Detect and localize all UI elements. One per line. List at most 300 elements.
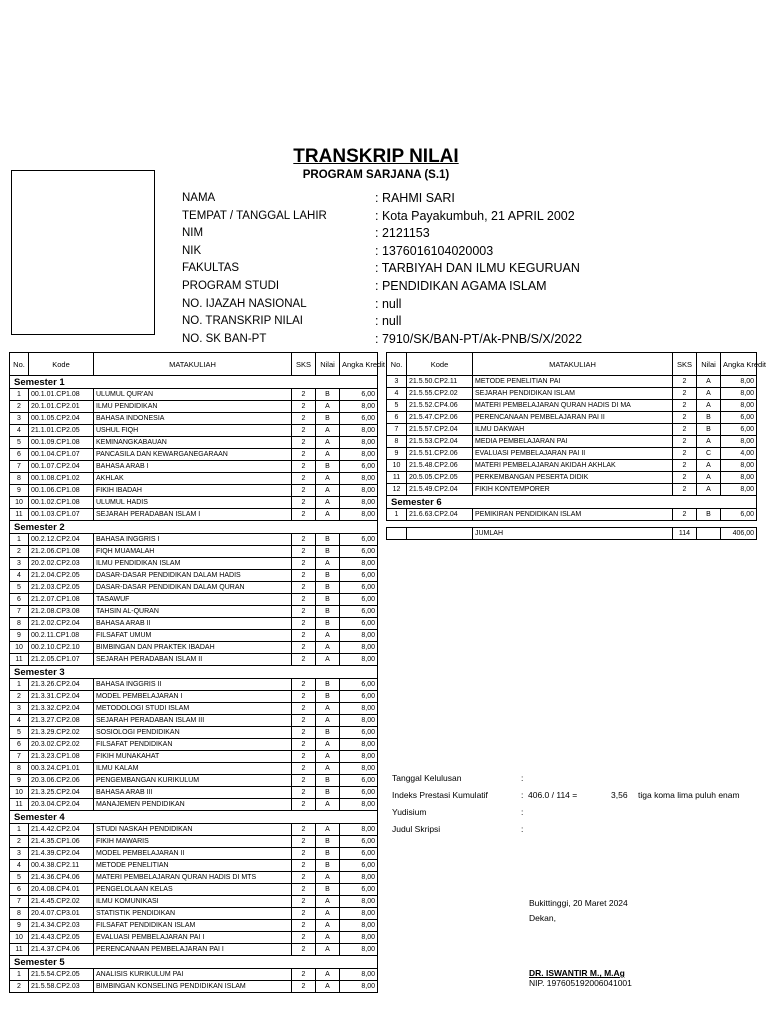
cell-angka-kredit: 8,00 (721, 436, 757, 448)
cell-no: 7 (387, 424, 407, 436)
cell-nilai: A (697, 376, 721, 388)
cell-sks: 2 (292, 654, 316, 666)
info-label: NO. SK BAN-PT (182, 332, 267, 345)
col-header-kode: Kode (407, 353, 473, 376)
cell-matakuliah: ILMU PENDIDIKAN (94, 401, 292, 413)
cell-matakuliah: DASAR-DASAR PENDIDIKAN DALAM QURAN (94, 582, 292, 594)
ipk-words: tiga koma lima puluh enam (638, 790, 740, 800)
cell-no: 9 (10, 630, 29, 642)
course-row (387, 412, 757, 424)
ipk-label: Indeks Prestasi Kumulatif (392, 790, 488, 800)
cell-angka-kredit: 6,00 (340, 582, 378, 594)
cell-no: 4 (10, 570, 29, 582)
cell-matakuliah: BIMBINGAN KONSELING PENDIDIKAN ISLAM (94, 981, 292, 993)
cell-sks: 2 (292, 691, 316, 703)
cell-kode: 21.5.57.CP2.04 (407, 424, 473, 436)
cell-sks: 2 (292, 546, 316, 558)
cell-angka-kredit: 8,00 (340, 969, 378, 981)
cell-kode: 20.2.02.CP2.03 (29, 558, 94, 570)
info-label: NAMA (182, 192, 216, 204)
semester-label: Semester 2 (10, 521, 378, 534)
cell-angka-kredit: 8,00 (340, 920, 378, 932)
cell-matakuliah: SEJARAH PENDIDIKAN ISLAM (473, 388, 673, 400)
cell-nilai: A (316, 763, 340, 775)
cell-no: 3 (10, 703, 29, 715)
cell-matakuliah: MATERI PEMBELAJARAN QURAN HADIS DI MTS (94, 872, 292, 884)
cell-kode: 21.5.52.CP4.06 (407, 400, 473, 412)
cell-kode: 21.5.55.CP2.02 (407, 388, 473, 400)
semester-row (10, 666, 378, 679)
course-row (10, 981, 378, 993)
course-row (10, 679, 378, 691)
left-grades-table (9, 352, 385, 993)
course-row (387, 460, 757, 472)
cell-kode: 21.4.39.CP2.04 (29, 848, 94, 860)
cell-nilai: A (316, 944, 340, 956)
info-value: : TARBIYAH DAN ILMU KEGURUAN (375, 261, 580, 276)
cell-angka-kredit: 6,00 (340, 775, 378, 787)
course-row (10, 449, 378, 461)
cell-sks: 2 (292, 425, 316, 437)
cell-sks: 2 (292, 485, 316, 497)
cell-kode: 21.3.25.CP2.04 (29, 787, 94, 799)
course-row (10, 509, 378, 521)
info-label: PROGRAM STUDI (182, 279, 280, 292)
cell-angka-kredit: 6,00 (721, 424, 757, 436)
course-row (10, 896, 378, 908)
cell-nilai: A (697, 400, 721, 412)
info-label: NIK (182, 244, 202, 257)
cell-kode: 21.3.23.CP1.08 (29, 751, 94, 763)
cell-nilai: A (316, 824, 340, 836)
cell-angka-kredit: 8,00 (340, 896, 378, 908)
cell-sks: 2 (292, 437, 316, 449)
cell-nilai: B (316, 594, 340, 606)
course-row (10, 944, 378, 956)
cell-sks: 2 (292, 727, 316, 739)
cell-angka-kredit: 8,00 (340, 932, 378, 944)
cell-angka-kredit: 8,00 (340, 799, 378, 811)
course-row (10, 594, 378, 606)
cell-matakuliah: BAHASA ARAB III (94, 787, 292, 799)
info-label: NIM (182, 227, 204, 240)
cell-sks: 2 (673, 424, 697, 436)
cell-no: 7 (10, 751, 29, 763)
cell-nilai: B (316, 582, 340, 594)
signature-role: Dekan, (529, 913, 556, 923)
cell-sks: 2 (292, 449, 316, 461)
cell-angka-kredit: 8,00 (340, 944, 378, 956)
cell-sks: 2 (292, 775, 316, 787)
cell-matakuliah: METODOLOGI STUDI ISLAM (94, 703, 292, 715)
cell-no: 10 (387, 460, 407, 472)
semester-label: Semester 1 (10, 376, 378, 389)
cell-nilai: A (316, 485, 340, 497)
cell-angka-kredit: 6,00 (340, 594, 378, 606)
course-row (10, 618, 378, 630)
cell-sks: 2 (292, 618, 316, 630)
cell-nilai: B (697, 424, 721, 436)
cell-angka-kredit: 8,00 (340, 872, 378, 884)
course-row (10, 836, 378, 848)
col-header-kode: Kode (29, 353, 94, 376)
course-row (10, 969, 378, 981)
tanggal-kelulusan-label: Tanggal Kelulusan (392, 773, 462, 783)
cell-kode: 21.1.01.CP2.05 (29, 425, 94, 437)
cell-no: 11 (10, 654, 29, 666)
cell-matakuliah: PEMIKIRAN PENDIDIKAN ISLAM (473, 509, 673, 521)
semester-label: Semester 5 (10, 956, 378, 969)
cell-nilai: B (316, 787, 340, 799)
cell-angka-kredit: 6,00 (340, 691, 378, 703)
cell-sks: 2 (292, 642, 316, 654)
cell-sks: 2 (292, 389, 316, 401)
cell-matakuliah: ULUMUL QUR'AN (94, 389, 292, 401)
cell-angka-kredit: 8,00 (340, 642, 378, 654)
cell-angka-kredit: 6,00 (721, 412, 757, 424)
course-row (10, 401, 378, 413)
spacer-row (387, 521, 757, 528)
cell-kode: 21.4.35.CP1.06 (29, 836, 94, 848)
info-value: : Kota Payakumbuh, 21 APRIL 2002 (375, 208, 575, 223)
cell-sks: 2 (292, 497, 316, 509)
course-row (10, 473, 378, 485)
course-row (10, 570, 378, 582)
cell-sks: 2 (292, 606, 316, 618)
cell-sks: 2 (292, 824, 316, 836)
info-label: NO. TRANSKRIP NILAI (182, 315, 303, 328)
colon: : (521, 790, 524, 800)
cell-sks: 2 (292, 594, 316, 606)
cell-sks: 2 (673, 460, 697, 472)
cell-kode: 21.3.31.CP2.04 (29, 691, 94, 703)
cell-sks: 2 (292, 884, 316, 896)
cell-sks: 2 (292, 679, 316, 691)
colon: : (521, 824, 524, 834)
cell-angka-kredit: 6,00 (340, 787, 378, 799)
cell-nilai: A (316, 908, 340, 920)
cell-sks: 2 (673, 472, 697, 484)
cell-nilai: B (316, 884, 340, 896)
cell-sks: 2 (292, 799, 316, 811)
cell-nilai: A (697, 436, 721, 448)
course-row (10, 884, 378, 896)
cell-matakuliah: FIKIH IBADAH (94, 485, 292, 497)
cell-matakuliah: METODE PENELITIAN PAI (473, 376, 673, 388)
col-header-sks: SKS (292, 353, 316, 376)
signature-name: DR. ISWANTIR M., M.Ag (529, 968, 625, 978)
cell-matakuliah: MANAJEMEN PENDIDIKAN (94, 799, 292, 811)
cell-sks: 2 (292, 787, 316, 799)
cell-no: 4 (10, 715, 29, 727)
cell-angka-kredit: 6,00 (721, 509, 757, 521)
cell-kode: 21.2.02.CP2.04 (29, 618, 94, 630)
cell-nilai: A (316, 920, 340, 932)
cell-kode: 21.2.06.CP1.08 (29, 546, 94, 558)
semester-row (10, 521, 378, 534)
cell-kode: 21.2.04.CP2.05 (29, 570, 94, 582)
cell-nilai: B (316, 389, 340, 401)
cell-kode: 20.3.02.CP2.02 (29, 739, 94, 751)
cell-angka-kredit: 8,00 (340, 981, 378, 993)
col-header-nilai: Nilai (697, 353, 721, 376)
cell-no: 1 (10, 534, 29, 546)
ipk-calculation: 406.0 / 114 = (528, 790, 578, 800)
cell-nilai: A (316, 751, 340, 763)
cell-angka-kredit: 6,00 (340, 618, 378, 630)
cell-matakuliah: KEMINANGKABAUAN (94, 437, 292, 449)
cell-nilai: A (316, 896, 340, 908)
cell-angka-kredit: 6,00 (340, 727, 378, 739)
semester-row (10, 376, 378, 389)
cell-no: 3 (10, 848, 29, 860)
cell-sks: 2 (292, 836, 316, 848)
cell-nilai: B (697, 509, 721, 521)
course-row (10, 727, 378, 739)
cell-sks: 2 (673, 484, 697, 496)
cell-matakuliah: MATERI PEMBELAJARAN QURAN HADIS DI MA (473, 400, 673, 412)
cell-angka-kredit: 6,00 (340, 546, 378, 558)
cell-sks: 2 (673, 436, 697, 448)
cell-kode: 21.5.50.CP2.11 (407, 376, 473, 388)
course-row (10, 775, 378, 787)
cell-no: 5 (10, 582, 29, 594)
cell-matakuliah: MEDIA PEMBELAJARAN PAI (473, 436, 673, 448)
cell-matakuliah: SEJARAH PERADABAN ISLAM I (94, 509, 292, 521)
cell-sks: 2 (292, 703, 316, 715)
cell-matakuliah: ILMU DAKWAH (473, 424, 673, 436)
cell-angka-kredit: 6,00 (340, 534, 378, 546)
total-angka-kredit: 406,00 (721, 528, 757, 540)
cell-kode: 00.3.24.CP1.01 (29, 763, 94, 775)
course-row (10, 413, 378, 425)
signature-nip: NIP. 197605192006041001 (529, 978, 632, 988)
cell-angka-kredit: 8,00 (721, 376, 757, 388)
cell-nilai: A (316, 497, 340, 509)
cell-matakuliah: PERKEMBANGAN PESERTA DIDIK (473, 472, 673, 484)
cell-angka-kredit: 8,00 (721, 388, 757, 400)
cell-no: 6 (10, 449, 29, 461)
cell-sks: 2 (292, 473, 316, 485)
course-row (10, 642, 378, 654)
total-nilai (697, 528, 721, 540)
cell-kode: 21.4.36.CP4.06 (29, 872, 94, 884)
cell-sks: 2 (292, 872, 316, 884)
cell-nilai: B (316, 848, 340, 860)
cell-kode: 21.3.26.CP2.04 (29, 679, 94, 691)
cell-no: 5 (10, 727, 29, 739)
cell-angka-kredit: 8,00 (340, 449, 378, 461)
col-header-angka-kredit: Angka Kredit (721, 353, 757, 376)
cell-angka-kredit: 8,00 (340, 763, 378, 775)
cell-matakuliah: TASAWUF (94, 594, 292, 606)
cell-nilai: A (697, 484, 721, 496)
course-row (10, 848, 378, 860)
course-row (387, 484, 757, 496)
cell-kode: 21.4.43.CP2.05 (29, 932, 94, 944)
cell-kode: 21.5.48.CP2.06 (407, 460, 473, 472)
cell-nilai: A (697, 388, 721, 400)
info-value: : null (375, 314, 402, 329)
cell-angka-kredit: 8,00 (340, 437, 378, 449)
cell-kode: 21.5.47.CP2.06 (407, 412, 473, 424)
cell-nilai: B (316, 860, 340, 872)
course-row (10, 751, 378, 763)
cell-kode: 21.4.37.CP4.06 (29, 944, 94, 956)
cell-no: 4 (10, 425, 29, 437)
cell-kode: 21.3.27.CP2.08 (29, 715, 94, 727)
cell-no (387, 528, 407, 540)
cell-no: 11 (10, 944, 29, 956)
cell-kode: 20.1.01.CP2.01 (29, 401, 94, 413)
cell-no: 3 (10, 413, 29, 425)
course-row (10, 606, 378, 618)
cell-sks: 2 (292, 763, 316, 775)
cell-sks: 2 (673, 509, 697, 521)
total-sks: 114 (673, 528, 697, 540)
cell-angka-kredit: 4,00 (721, 448, 757, 460)
cell-matakuliah: BIMBINGAN DAN PRAKTEK IBADAH (94, 642, 292, 654)
cell-nilai: A (316, 425, 340, 437)
cell-kode: 00.1.05.CP2.04 (29, 413, 94, 425)
cell-kode: 21.4.45.CP2.02 (29, 896, 94, 908)
cell-kode: 00.1.09.CP1.08 (29, 437, 94, 449)
cell-angka-kredit: 8,00 (340, 739, 378, 751)
cell-no: 12 (387, 484, 407, 496)
col-header-no: No. (10, 353, 29, 376)
spacer-cell (387, 521, 757, 528)
course-row (10, 715, 378, 727)
cell-no: 2 (10, 836, 29, 848)
col-header-matakuliah: MATAKULIAH (473, 353, 673, 376)
cell-sks: 2 (292, 848, 316, 860)
cell-nilai: C (697, 448, 721, 460)
cell-no: 8 (10, 618, 29, 630)
cell-angka-kredit: 6,00 (340, 884, 378, 896)
cell-angka-kredit: 8,00 (340, 509, 378, 521)
cell-sks: 2 (292, 534, 316, 546)
course-row (10, 437, 378, 449)
course-row (10, 860, 378, 872)
cell-angka-kredit: 6,00 (340, 606, 378, 618)
course-row (10, 799, 378, 811)
colon: : (521, 807, 524, 817)
cell-nilai: B (316, 691, 340, 703)
course-row (387, 448, 757, 460)
cell-matakuliah: ILMU KOMUNIKASI (94, 896, 292, 908)
cell-kode: 00.4.38.CP2.11 (29, 860, 94, 872)
cell-nilai: B (316, 836, 340, 848)
cell-nilai: B (316, 727, 340, 739)
course-row (10, 920, 378, 932)
cell-no: 1 (10, 679, 29, 691)
cell-sks: 2 (673, 412, 697, 424)
cell-nilai: A (316, 654, 340, 666)
cell-angka-kredit: 8,00 (340, 824, 378, 836)
cell-matakuliah: TAHSIN AL-QURAN (94, 606, 292, 618)
cell-kode: 20.3.04.CP2.04 (29, 799, 94, 811)
cell-no: 6 (10, 884, 29, 896)
col-header-matakuliah: MATAKULIAH (94, 353, 292, 376)
cell-matakuliah: METODE PENELITIAN (94, 860, 292, 872)
cell-sks: 2 (292, 739, 316, 751)
cell-sks: 2 (673, 448, 697, 460)
cell-no: 6 (10, 739, 29, 751)
cell-angka-kredit: 8,00 (340, 908, 378, 920)
cell-angka-kredit: 8,00 (340, 703, 378, 715)
cell-sks: 2 (673, 388, 697, 400)
cell-nilai: A (316, 473, 340, 485)
course-row (10, 582, 378, 594)
cell-matakuliah: PERENCANAAN PEMBELAJARAN PAI I (94, 944, 292, 956)
cell-matakuliah: MATERI PEMBELAJARAN AKIDAH AKHLAK (473, 460, 673, 472)
cell-no: 9 (10, 485, 29, 497)
cell-matakuliah: DASAR-DASAR PENDIDIKAN DALAM HADIS (94, 570, 292, 582)
cell-kode: 21.5.51.CP2.06 (407, 448, 473, 460)
cell-nilai: A (316, 872, 340, 884)
cell-no: 2 (10, 691, 29, 703)
cell-nilai: A (697, 472, 721, 484)
cell-kode: 00.1.07.CP2.04 (29, 461, 94, 473)
cell-no: 10 (10, 497, 29, 509)
info-value: : 1376016104020003 (375, 243, 494, 258)
cell-kode: 20.5.05.CP2.05 (407, 472, 473, 484)
cell-no: 11 (10, 799, 29, 811)
course-row (10, 703, 378, 715)
cell-no: 8 (10, 908, 29, 920)
course-row (10, 558, 378, 570)
cell-angka-kredit: 8,00 (340, 715, 378, 727)
cell-nilai: A (316, 401, 340, 413)
col-header-sks: SKS (673, 353, 697, 376)
cell-no: 9 (10, 775, 29, 787)
cell-sks: 2 (292, 896, 316, 908)
cell-kode: 00.1.01.CP1.08 (29, 389, 94, 401)
cell-kode: 21.2.05.CP1.07 (29, 654, 94, 666)
cell-matakuliah: ILMU PENDIDIKAN ISLAM (94, 558, 292, 570)
cell-no: 5 (10, 437, 29, 449)
cell-sks: 2 (292, 558, 316, 570)
cell-angka-kredit: 8,00 (340, 401, 378, 413)
course-row (10, 534, 378, 546)
cell-matakuliah: FIQH MUAMALAH (94, 546, 292, 558)
cell-matakuliah: SEJARAH PERADABAN ISLAM II (94, 654, 292, 666)
cell-matakuliah: BAHASA INGGRIS II (94, 679, 292, 691)
col-header-nilai: Nilai (316, 353, 340, 376)
course-row (10, 497, 378, 509)
cell-angka-kredit: 6,00 (340, 413, 378, 425)
transcript-title: TRANSKRIP NILAI (293, 146, 459, 167)
cell-angka-kredit: 8,00 (721, 472, 757, 484)
col-header-no: No. (387, 353, 407, 376)
cell-matakuliah: EVALUASI PEMBELAJARAN PAI II (473, 448, 673, 460)
semester-label: Semester 6 (387, 496, 757, 509)
cell-kode: 21.2.03.CP2.05 (29, 582, 94, 594)
cell-kode: 00.1.08.CP1.02 (29, 473, 94, 485)
cell-nilai: B (316, 570, 340, 582)
cell-nilai: A (316, 449, 340, 461)
cell-kode: 21.5.58.CP2.03 (29, 981, 94, 993)
cell-no: 9 (387, 448, 407, 460)
cell-nilai: A (316, 739, 340, 751)
cell-kode: 20.3.06.CP2.06 (29, 775, 94, 787)
course-row (10, 389, 378, 401)
info-label: FAKULTAS (182, 262, 240, 275)
course-row (387, 509, 757, 521)
cell-kode: 21.5.54.CP2.05 (29, 969, 94, 981)
cell-no: 8 (10, 763, 29, 775)
cell-nilai: A (316, 981, 340, 993)
